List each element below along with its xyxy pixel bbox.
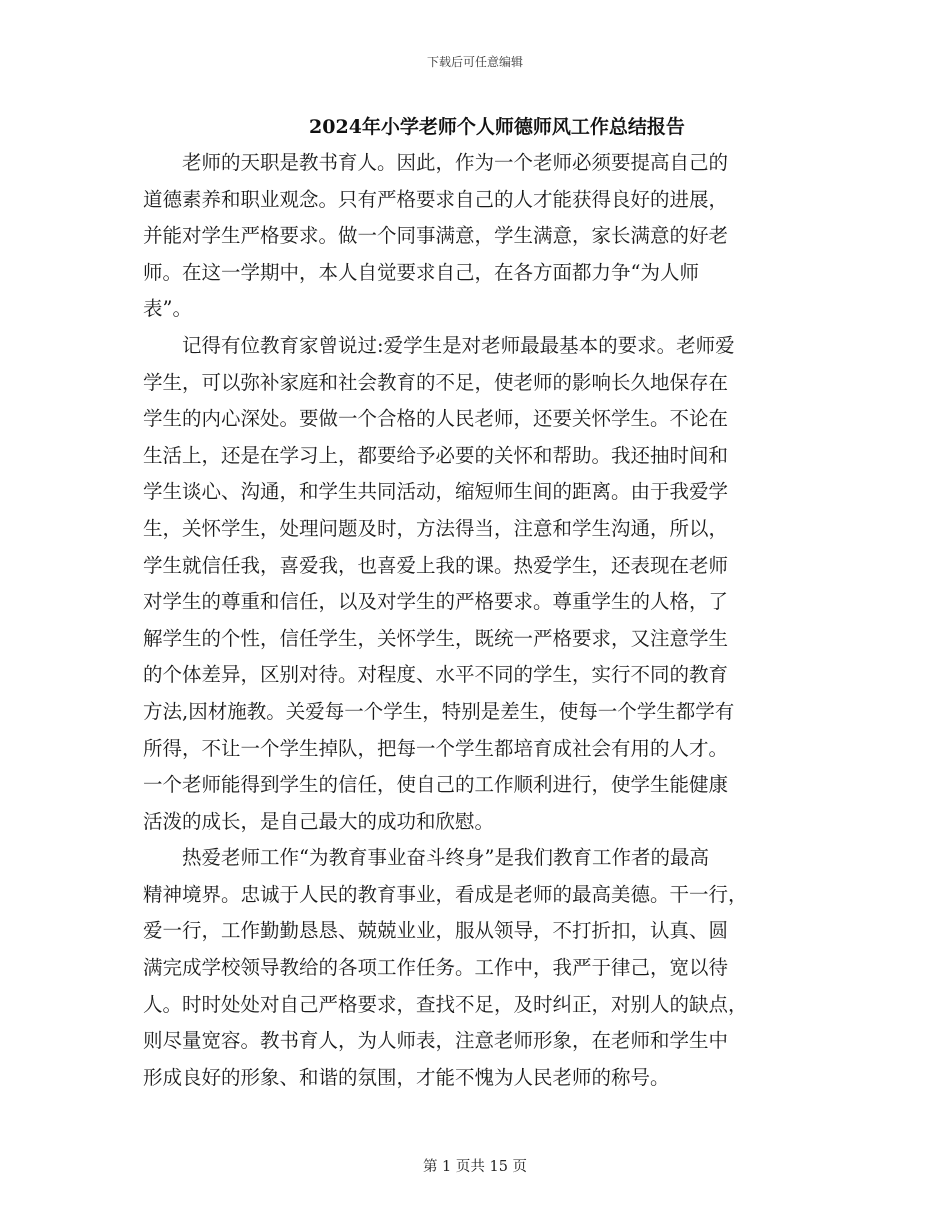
paragraph-2-line-3: 学生的内心深处。要做一个合格的人民老师，还要关怀学生。不论在 [143, 407, 729, 431]
paragraph-2-line-13: 一个老师能得到学生的信任，使自己的工作顺利进行，使学生能健康 [143, 773, 729, 797]
paragraph-3-line-7: 形成良好的形象、和谐的氛围，才能不愧为人民老师的称号。 [143, 1065, 670, 1089]
paragraph-1-line-5: 表”。 [143, 297, 192, 321]
paragraph-1-line-3: 并能对学生严格要求。做一个同事满意，学生满意，家长满意的好老 [143, 224, 729, 248]
paragraph-3-line-5: 人。时时处处对自己严格要求，查找不足，及时纠正，对别人的缺点， [143, 992, 748, 1016]
paragraph-1-line-2: 道德素养和职业观念。只有严格要求自己的人才能获得良好的进展， [143, 187, 729, 211]
document-body [143, 145, 805, 1096]
page-header-note: 下载后可任意编辑 [426, 55, 523, 69]
page-number-footer: 第 1 页共 15 页 [422, 1159, 528, 1175]
paragraph-2-line-11: 方法,因材施教。关爱每一个学生，特别是差生，使每一个学生都学有 [143, 699, 735, 723]
paragraph-2-line-2: 学生，可以弥补家庭和社会教育的不足，使老师的影响长久地保存在 [143, 370, 729, 394]
paragraph-2-line-9: 解学生的个性，信任学生，关怀学生，既统一严格要求，又注意学生 [143, 626, 729, 650]
paragraph-2-line-8: 对学生的尊重和信任，以及对学生的严格要求。尊重学生的人格，了 [143, 590, 729, 614]
paragraph-3-line-4: 满完成学校领导教给的各项工作任务。工作中，我严于律己，宽以待 [143, 956, 729, 980]
paragraph-3-line-2: 精神境界。忠诚于人民的教育事业，看成是老师的最高美德。干一行， [143, 882, 748, 906]
paragraph-2-line-7: 学生就信任我，喜爱我，也喜爱上我的课。热爱学生，还表现在老师 [143, 553, 729, 577]
paragraph-2-line-12: 所得，不让一个学生掉队，把每一个学生都培育成社会有用的人才。 [143, 736, 729, 760]
paragraph-2-line-10: 的个体差异，区别对待。对程度、水平不同的学生，实行不同的教育 [143, 663, 729, 687]
paragraph-2-line-14: 活泼的成长，是自己最大的成功和欣慰。 [143, 809, 495, 833]
paragraph-2-line-4: 生活上，还是在学习上，都要给予必要的关怀和帮助。我还抽时间和 [143, 443, 729, 467]
paragraph-2-line-5: 学生谈心、沟通，和学生共同活动，缩短师生间的距离。由于我爱学 [143, 480, 729, 504]
paragraph-3-line-3: 爱一行，工作勤勤恳恳、兢兢业业，服从领导，不打折扣，认真、圆 [143, 919, 729, 943]
paragraph-1-line-1: 老师的天职是教书育人。因此，作为一个老师必须要提高自己的 [182, 151, 729, 174]
paragraph-3-line-6: 则尽量宽容。教书育人，为人师表，注意老师形象，在老师和学生中 [143, 1029, 729, 1053]
paragraph-3-line-1: 热爱老师工作“为教育事业奋斗终身”是我们教育工作者的最高 [182, 846, 709, 870]
paragraph-2-line-6: 生，关怀学生，处理问题及时，方法得当，注意和学生沟通，所以， [143, 516, 729, 540]
paragraph-1-line-4: 师。在这一学期中，本人自觉要求自己，在各方面都力争“为人师 [143, 260, 699, 284]
paragraph-2-line-1: 记得有位教育家曾说过:爱学生是对老师最最基本的要求。老师爱 [182, 333, 735, 357]
document-title: 2024年小学老师个人师德师风工作总结报告 [309, 116, 685, 138]
